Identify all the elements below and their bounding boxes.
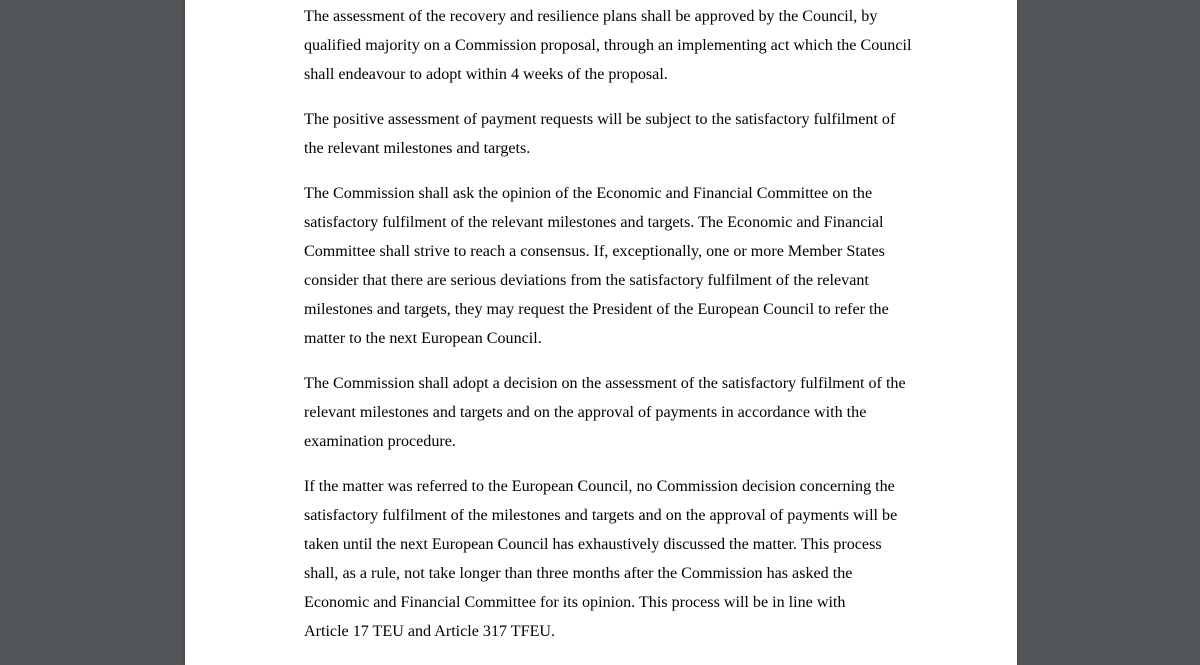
text-line: satisfactory fulfilment of the relevant milestones and targets. The Economic and Financial (304, 214, 884, 231)
paragraph-payment-requests (304, 105, 954, 163)
document-page (185, 0, 1017, 665)
paragraph-efc-opinion (304, 179, 954, 353)
paragraph-european-council-referral (304, 472, 954, 646)
text-line: Economic and Financial Committee for its opinion. This process will be in line with (304, 594, 846, 611)
text-line: qualified majority on a Commission proposal, through an implementing act which the Council (304, 37, 912, 54)
paragraph-commission-decision (304, 369, 954, 456)
text-line: The Commission shall adopt a decision on the assessment of the satisfactory fulfilment of the (304, 375, 906, 392)
text-line: The Commission shall ask the opinion of the Economic and Financial Committee on the (304, 185, 873, 202)
text-line: If the matter was referred to the European Council, no Commission decision concerning the (304, 478, 895, 495)
text-line: The assessment of the recovery and resilience plans shall be approved by the Council, by (304, 8, 878, 25)
text-line: The positive assessment of payment requests will be subject to the satisfactory fulfilment of (304, 111, 896, 128)
text-line: milestones and targets, they may request the President of the European Council to refer the (304, 301, 889, 318)
text-line: consider that there are serious deviations from the satisfactory fulfilment of the relevant (304, 272, 869, 289)
text-line: matter to the next European Council. (304, 330, 542, 347)
text-line: Article 17 TEU and Article 317 TFEU. (304, 623, 556, 640)
text-line: examination procedure. (304, 433, 456, 450)
text-line: shall endeavour to adopt within 4 weeks of the proposal. (304, 66, 668, 83)
text-line: Committee shall strive to reach a consensus. If, exceptionally, one or more Member States (304, 243, 885, 260)
paragraph-council-approval (304, 2, 954, 89)
text-line: relevant milestones and targets and on the approval of payments in accordance with the (304, 404, 867, 421)
text-line: satisfactory fulfilment of the milestones and targets and on the approval of payments will be (304, 507, 898, 524)
page-content (304, 2, 954, 662)
text-line: taken until the next European Council has exhaustively discussed the matter. This process (304, 536, 882, 553)
text-line: shall, as a rule, not take longer than three months after the Commission has asked the (304, 565, 853, 582)
text-line: the relevant milestones and targets. (304, 140, 531, 157)
